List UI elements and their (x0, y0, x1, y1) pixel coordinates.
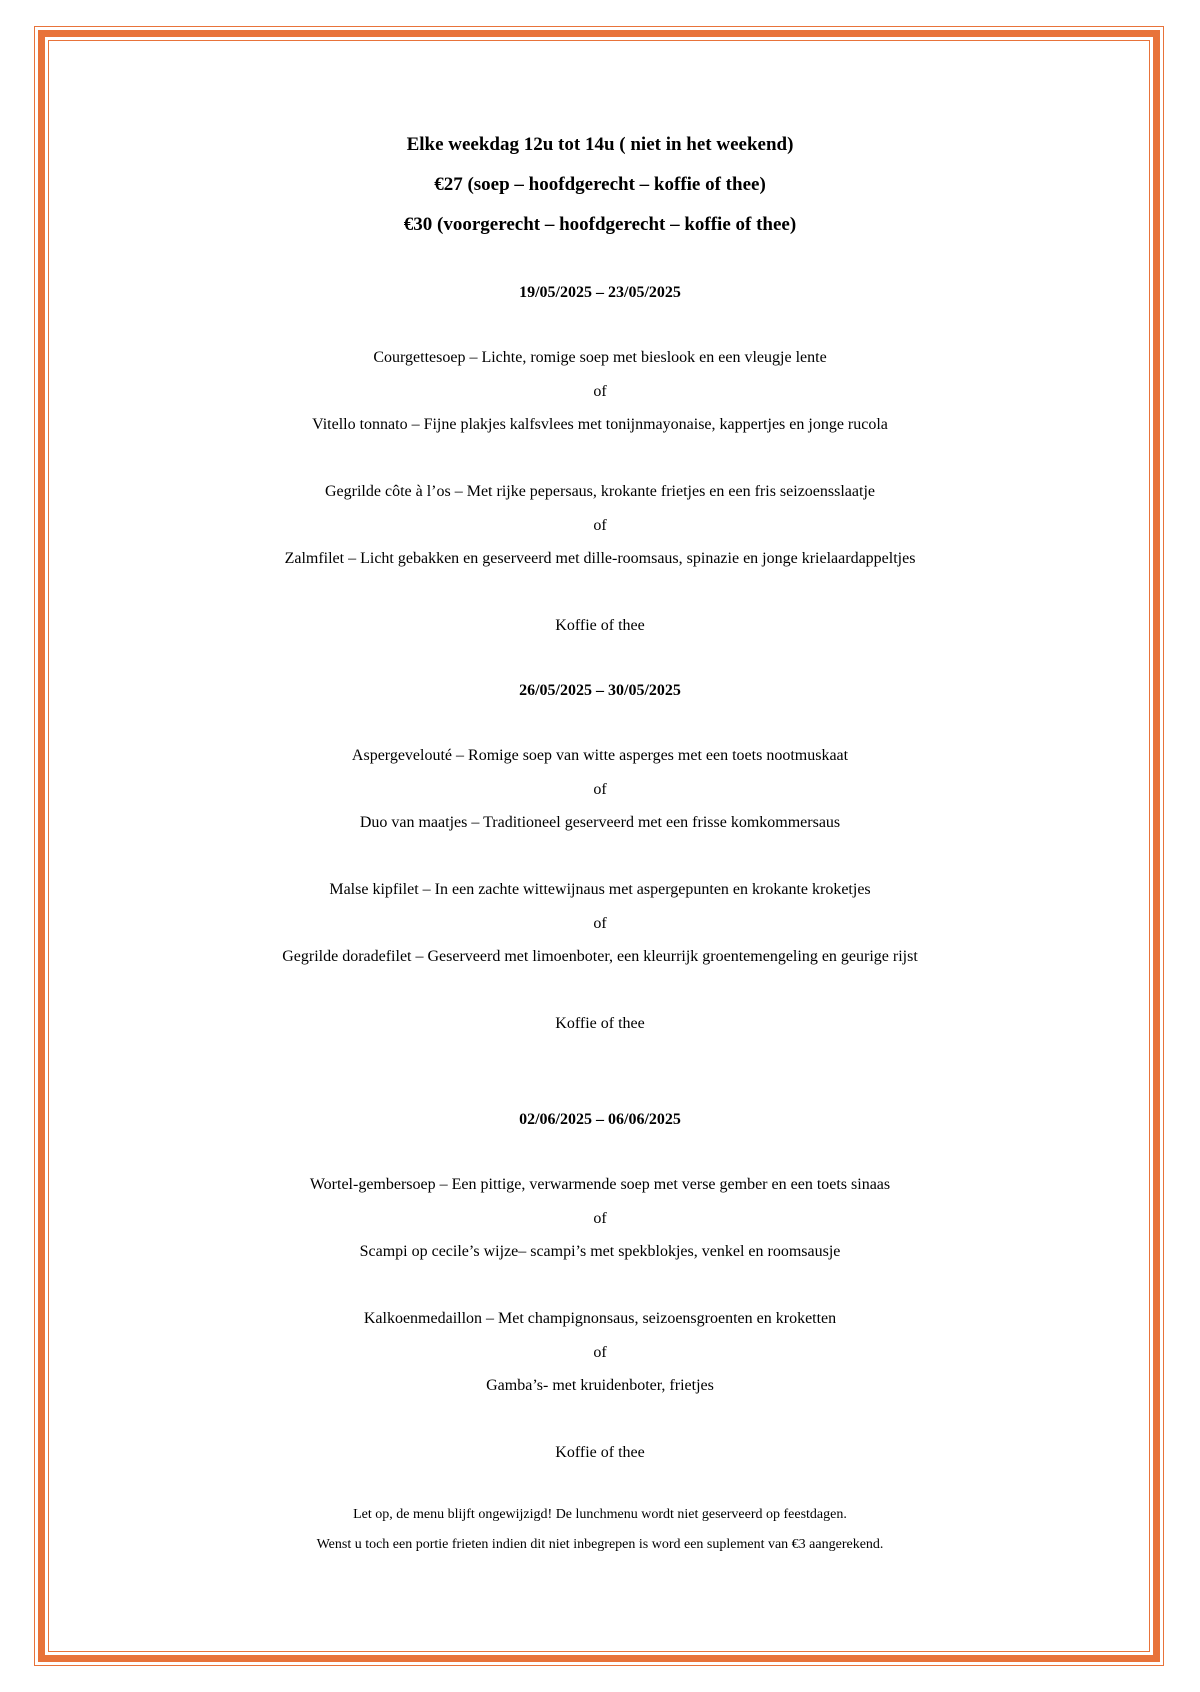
week-3-drink: Koffie of thee (555, 1444, 645, 1461)
week-2-starter-or: of (593, 781, 607, 798)
week-1-date-range: 19/05/2025 – 23/05/2025 (519, 284, 681, 301)
week-1-starter-option-1: Courgettesoep – Lichte, romige soep met bieslook en een vleugje lente (373, 349, 827, 366)
week-2-date-range: 26/05/2025 – 30/05/2025 (519, 682, 681, 699)
week-3-main-or: of (593, 1344, 607, 1361)
menu-price-soup-option: €27 (soep – hoofdgerecht – koffie of thee) (434, 174, 766, 195)
week-3-starter-or: of (593, 1210, 607, 1227)
week-3-main-option-1: Kalkoenmedaillon – Met champignonsaus, seizoensgroenten en kroketten (363, 1310, 837, 1327)
week-2-starter-option-2: Duo van maatjes – Traditioneel geserveerd met een frisse komkommersaus (359, 814, 841, 831)
footer-note-holidays: Let op, de menu blijft ongewijzigd! De lunchmenu wordt niet geserveerd op feestdagen. (353, 1507, 847, 1522)
week-2-drink: Koffie of thee (555, 1015, 645, 1032)
week-1-main-option-1: Gegrilde côte à l’os – Met rijke pepersaus, krokante frietjes en een fris seizoensslaatje (324, 483, 875, 500)
week-1-starter-option-2: Vitello tonnato – Fijne plakjes kalfsvlees met tonijnmayonaise, kappertjes en jonge rucola (312, 416, 888, 433)
menu-price-starter-option: €30 (voorgerecht – hoofdgerecht – koffie of thee) (403, 214, 797, 235)
week-2-main-or: of (593, 915, 607, 932)
week-1-main-option-2: Zalmfilet – Licht gebakken en geserveerd met dille-roomsaus, spinazie en jonge krielaardappeltjes (284, 550, 916, 567)
menu-schedule-heading: Elke weekdag 12u tot 14u ( niet in het weekend) (406, 134, 794, 155)
week-3-starter-option-2: Scampi op cecile’s wijze– scampi’s met spekblokjes, venkel en roomsausje (359, 1243, 841, 1260)
week-1-main-or: of (593, 517, 607, 534)
week-3-date-range: 02/06/2025 – 06/06/2025 (519, 1111, 681, 1128)
week-2-starter-option-1: Aspergevelouté – Romige soep van witte asperges met een toets nootmuskaat (351, 747, 849, 764)
week-2-main-option-2: Gegrilde doradefilet – Geserveerd met limoenboter, een kleurrijk groentemengeling en geurige rijst (282, 948, 918, 965)
week-1-drink: Koffie of thee (555, 617, 645, 634)
footer-note-fries-supplement: Wenst u toch een portie frieten indien dit niet inbegrepen is word een suplement van €3 aangerekend. (316, 1537, 884, 1552)
week-2-main-option-1: Malse kipfilet – In een zachte wittewijnaus met aspergepunten en krokante kroketjes (329, 881, 871, 898)
week-3-starter-option-1: Wortel-gembersoep – Een pittige, verwarmende soep met verse gember en een toets sinaas (309, 1176, 891, 1193)
week-1-starter-or: of (593, 383, 607, 400)
week-3-main-option-2: Gamba’s- met kruidenboter, frietjes (486, 1377, 714, 1394)
